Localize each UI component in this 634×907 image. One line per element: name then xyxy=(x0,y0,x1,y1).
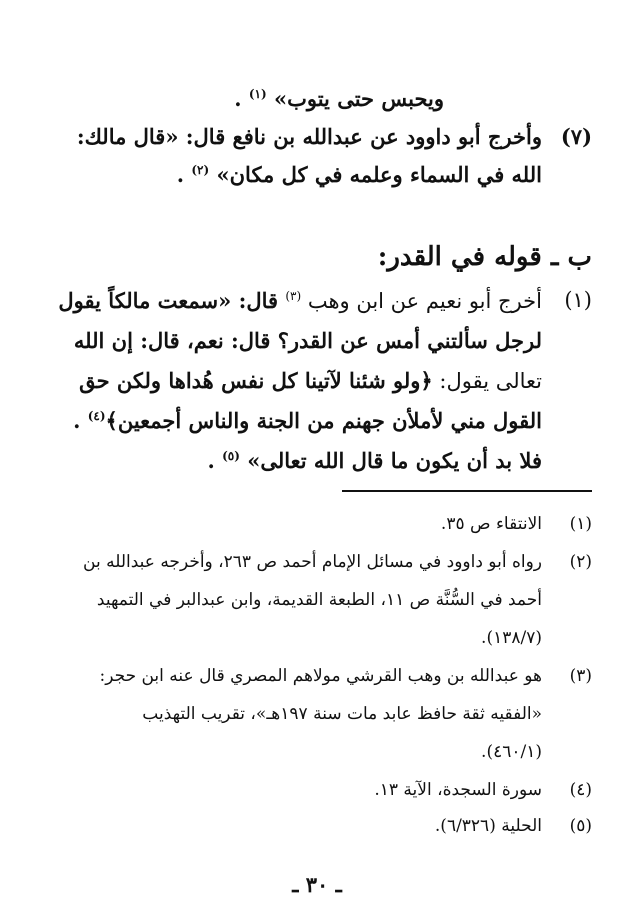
footnote-ref-3: (٣) xyxy=(285,289,302,303)
footnote-1-line-1: الانتقاء ص ٣٥. xyxy=(440,514,542,534)
section-heading: ب ـ قوله في القدر: xyxy=(377,242,592,272)
footnote-1-number: (١) xyxy=(569,514,592,534)
footnote-ref-5: (٥) xyxy=(222,449,240,463)
item-1-line-1-text-a: أخرج أبو نعيم عن ابن وهب xyxy=(301,289,542,313)
intro-tail-end: . xyxy=(234,86,249,111)
footnote-5-line-1: الحلية (٦/٣٢٦). xyxy=(434,816,542,836)
item-1-line-5-text: فلا بد أن يكون ما قال الله تعالى» xyxy=(239,448,542,473)
item-1-line-4-end: . xyxy=(73,408,88,433)
footnote-3-line-2: «الفقيه ثقة حافظ عابد مات سنة ١٩٧هـ»، تقريب التهذيب xyxy=(142,704,542,724)
item-1-line-5-end: . xyxy=(207,448,223,473)
intro-tail-line xyxy=(234,86,444,111)
footnote-2-number: (٢) xyxy=(569,552,592,572)
item-1-number: (١) xyxy=(564,288,592,312)
footnote-ref-1: (١) xyxy=(248,87,267,101)
footnote-2-line-3: (١٣٨/٧). xyxy=(481,628,542,648)
item-1-line-4 xyxy=(73,408,542,433)
footnote-4-number: (٤) xyxy=(569,780,592,800)
item-7-line-2-text: الله في السماء وعلمه في كل مكان» xyxy=(209,162,542,187)
page-number: ـ ٣٠ ـ xyxy=(292,872,342,897)
item-1-line-3 xyxy=(79,368,542,393)
item-7-line-2-end: . xyxy=(176,162,192,187)
item-1-line-3-text-a: تعالى يقول: xyxy=(432,369,542,393)
item-7-line-2 xyxy=(177,162,542,187)
intro-tail-text: ويحبس حتى يتوب» xyxy=(266,86,444,111)
item-1-line-5 xyxy=(207,448,542,473)
item-7-line-1: وأخرج أبو داوود عن عبدالله بن نافع قال: «قال مالك: xyxy=(76,124,542,149)
footnote-3-line-3: (٤٦٠/١). xyxy=(481,742,542,762)
item-1-line-2: لرجل سألتني أمس عن القدر؟ قال: نعم، قال: إن الله xyxy=(73,328,542,353)
item-1-line-1 xyxy=(58,288,542,313)
footnote-2-line-1: رواه أبو داوود في مسائل الإمام أحمد ص ٢٦٣، وأخرجه عبدالله بن xyxy=(83,552,542,572)
footnote-5-number: (٥) xyxy=(569,816,592,836)
item-7-number: (٧) xyxy=(560,124,592,149)
footnote-3-line-1: هو عبدالله بن وهب القرشي مولاهم المصري قال عنه ابن حجر: xyxy=(99,666,542,686)
item-1-line-1-text-b: قال: «سمعت مالكاً يقول xyxy=(58,288,286,313)
footnote-2-line-2: أحمد في السُّنَّة ص ١١، الطبعة القديمة، وابن عبدالبر في التمهيد xyxy=(96,590,542,610)
footnote-3-number: (٣) xyxy=(569,666,592,686)
footnote-4-line-1: سورة السجدة، الآية ١٣. xyxy=(374,780,542,800)
footnote-separator xyxy=(342,490,592,492)
footnote-ref-2: (٢) xyxy=(191,163,210,177)
quran-quote-start: ﴿ولو شئنا لآتينا كل نفس هُداها ولكن حق xyxy=(79,368,433,393)
quran-quote-end: القول مني لأملأن جهنم من الجنة والناس أجمعين﴾ xyxy=(105,408,542,433)
footnote-ref-4: (٤) xyxy=(87,409,106,423)
